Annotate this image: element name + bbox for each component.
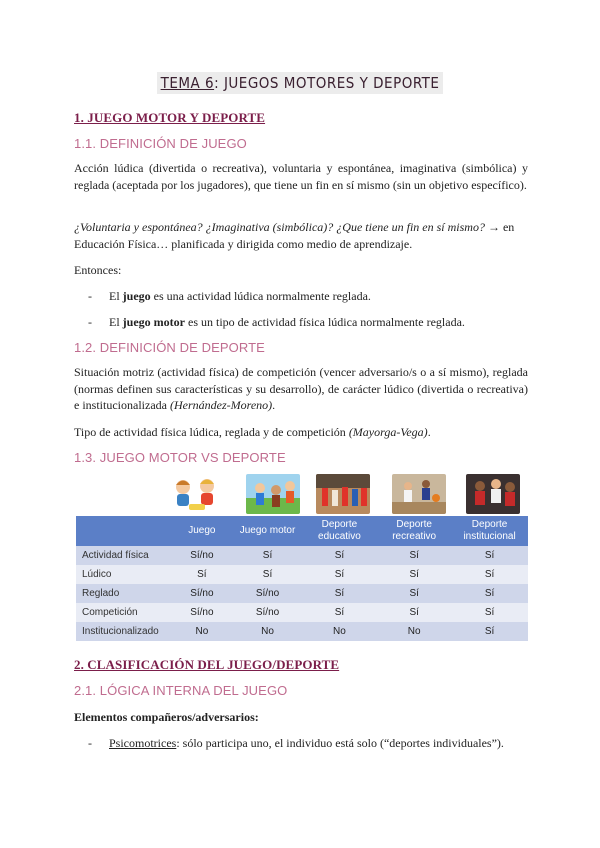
outdoor-game-image xyxy=(246,474,300,514)
table-cell: Sí xyxy=(451,584,528,603)
institutional-sport-image xyxy=(466,474,520,514)
table-cell: Sí/no xyxy=(170,603,233,622)
bullet-rest: : sólo participa uno, el individuo está solo (“deportes individuales”). xyxy=(176,736,504,750)
sub12-para2-end: . xyxy=(427,425,431,439)
table-row xyxy=(76,584,528,603)
sub11-para2 xyxy=(74,219,528,252)
table-cell: Sí xyxy=(451,603,528,622)
table-cell: Sí xyxy=(451,622,528,641)
table-cell: No xyxy=(233,622,301,641)
sub12-para1 xyxy=(74,364,528,414)
educational-sport-image xyxy=(316,474,370,514)
table-header-cell xyxy=(76,516,170,546)
table-cell: Sí xyxy=(451,546,528,565)
table-row xyxy=(76,603,528,622)
table-header-cell: Deporte educativo xyxy=(302,516,378,546)
bullet-underlined: Psicomotrices xyxy=(109,736,177,750)
table-cell: No xyxy=(302,622,378,641)
section1-heading: 1. JUEGO MOTOR Y DEPORTE xyxy=(74,110,266,125)
table-cell: Competición xyxy=(76,603,170,622)
table-cell: Sí/no xyxy=(170,546,233,565)
title-prefix: TEMA 6 xyxy=(160,74,215,92)
table-cell: Actividad física xyxy=(76,546,170,565)
table-cell: Sí xyxy=(377,546,451,565)
table-cell: Sí xyxy=(170,565,233,584)
table-cell: Institucionalizado xyxy=(76,622,170,641)
table-cell: Sí/no xyxy=(233,584,301,603)
table-cell: No xyxy=(170,622,233,641)
sub11-heading: 1.1. DEFINICIÓN DE JUEGO xyxy=(74,136,247,151)
table-row xyxy=(76,622,528,641)
sub11-para2-italic: ¿Voluntaria y espontánea? ¿Imaginativa (simbólica)? ¿Que tiene un fin en sí mismo? xyxy=(74,220,485,234)
list-item xyxy=(88,289,371,304)
sub13-heading: 1.3. JUEGO MOTOR VS DEPORTE xyxy=(74,450,286,465)
table-cell: Sí xyxy=(302,603,378,622)
sub11-para1: Acción lúdica (divertida o recreativa), voluntaria y espontánea, imaginativa (simbólica) y reglada (aceptada por los jugadores), que tiene un fin en sí mismo (sin un objetivo específico). xyxy=(74,161,528,192)
sub12-para2-italic: (Mayorga-Vega) xyxy=(348,425,428,439)
table-cell: Sí xyxy=(377,565,451,584)
table-header-row xyxy=(76,516,528,546)
sub12-heading: 1.2. DEFINICIÓN DE DEPORTE xyxy=(74,340,265,355)
table-cell: Sí xyxy=(377,584,451,603)
bullet-bold: juego motor xyxy=(122,315,185,329)
title-rest: : JUEGOS MOTORES Y DEPORTE xyxy=(214,74,440,92)
table-cell: Sí xyxy=(377,603,451,622)
table-header-cell: Deporte institucional xyxy=(451,516,528,546)
table-cell: Sí/no xyxy=(170,584,233,603)
table-row xyxy=(76,546,528,565)
table-cell: Sí xyxy=(233,546,301,565)
bullet-dash: - xyxy=(88,736,92,750)
bullet-post: es una actividad lúdica normalmente reglada. xyxy=(150,289,371,303)
table-cell: Sí xyxy=(302,546,378,565)
table-cell: Sí xyxy=(451,565,528,584)
table-cell: No xyxy=(377,622,451,641)
table-row xyxy=(76,565,528,584)
sub21-heading: 2.1. LÓGICA INTERNA DEL JUEGO xyxy=(74,683,288,698)
sub12-para2 xyxy=(74,424,528,441)
table-cell: Sí xyxy=(302,584,378,603)
sub12-para1-italic: (Hernández-Moreno) xyxy=(169,398,273,412)
page-title xyxy=(157,72,444,94)
recreational-sport-image xyxy=(392,474,446,514)
bullet-dash: - xyxy=(88,315,92,329)
sub12-para1-text: Situación motriz (actividad física) de competición (vencer adversario/s o a sí mismo), reglada (normas definen sus características y su desarrollo), de carácter lúdico (divertida o recreativa) e institucionalizada xyxy=(74,365,528,412)
sub12-para1-end: . xyxy=(272,398,276,412)
bullet-bold: juego xyxy=(122,289,151,303)
sub11-para2-rest: → en Educación Física… planificada y dirigida como medio de aprendizaje. xyxy=(74,220,515,251)
list-item xyxy=(88,736,504,751)
elements-heading: Elementos compañeros/adversarios: xyxy=(74,710,259,724)
bullet-dash: - xyxy=(88,289,92,303)
bullet-pre: El xyxy=(109,315,123,329)
table-header-cell: Juego motor xyxy=(233,516,301,546)
table-cell: Sí xyxy=(233,565,301,584)
illustrations-row xyxy=(0,474,600,516)
table-header-cell: Juego xyxy=(170,516,233,546)
bullet-pre: El xyxy=(109,289,123,303)
table-cell: Lúdico xyxy=(76,565,170,584)
sub12-para2-text: Tipo de actividad física lúdica, reglada y de competición xyxy=(74,425,349,439)
table-header-cell: Deporte recreativo xyxy=(377,516,451,546)
table-cell: Reglado xyxy=(76,584,170,603)
section2-heading: 2. CLASIFICACIÓN DEL JUEGO/DEPORTE xyxy=(74,657,340,672)
table-cell: Sí/no xyxy=(233,603,301,622)
table-cell: Sí xyxy=(302,565,378,584)
entonces-label: Entonces: xyxy=(74,263,122,277)
bullet-post: es un tipo de actividad física lúdica normalmente reglada. xyxy=(185,315,465,329)
title-wrap xyxy=(0,72,600,94)
list-item xyxy=(88,315,465,330)
comparison-table xyxy=(76,516,528,641)
kids-playing-image xyxy=(169,474,223,514)
